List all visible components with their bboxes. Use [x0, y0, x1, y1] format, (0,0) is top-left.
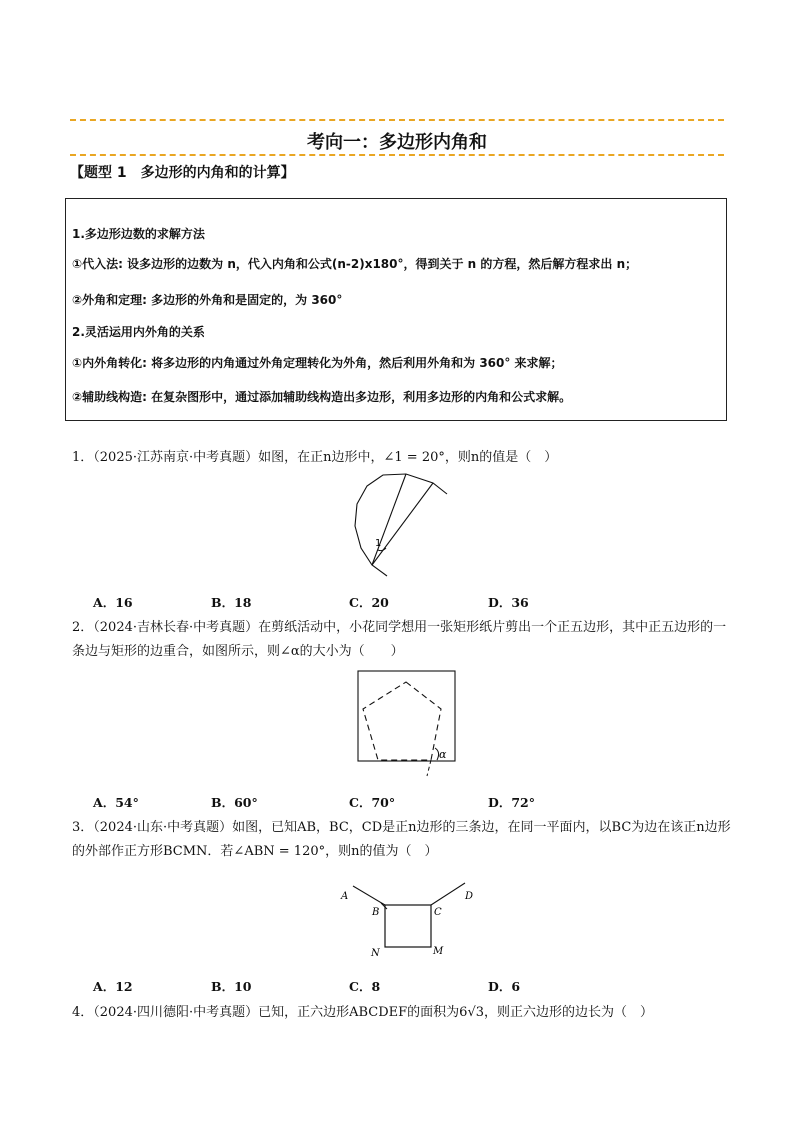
option-b: B．18 [211, 595, 252, 610]
angle-label-alpha: α [439, 748, 447, 761]
option-c: C．20 [349, 595, 389, 610]
option-b: B．60° [211, 795, 258, 810]
method-box [65, 198, 727, 421]
section-heading: 【题型 1 多边形的内角和的计算】 [70, 165, 295, 181]
question-3-figure [335, 878, 485, 964]
label-c: C [434, 907, 442, 918]
method-line: ①内外角转化: 将多边形的内角通过外角定理转化为外角，然后利用外角和为 360° 来求解； [72, 356, 563, 370]
question-1-figure [345, 470, 455, 582]
option-c: C．8 [349, 979, 381, 994]
top-dashed-rule [70, 119, 724, 121]
question-2-figure [355, 668, 459, 782]
label-m: M [433, 946, 444, 957]
bottom-dashed-rule [70, 154, 724, 156]
question-2-text: 2．（2024·吉林长春·中考真题）在剪纸活动中，小花同学想用一张矩形纸片剪出一个正五边形，其中正五边形的一条边与矩形的边重合，如图所示，则∠α的大小为（ ） [72, 620, 727, 659]
method-line: ②外角和定理: 多边形的外角和是固定的，为 360° [72, 293, 343, 307]
option-c: C．70° [349, 795, 396, 810]
label-d: D [465, 891, 474, 902]
option-d: D．36 [488, 595, 529, 610]
method-line: 1.多边形边数的求解方法 [72, 227, 205, 241]
option-a: A．16 [93, 595, 133, 610]
label-b: B [372, 907, 380, 918]
label-n: N [371, 948, 380, 959]
method-line: ②辅助线构造: 在复杂图形中，通过添加辅助线构造出多边形，利用多边形的内角和公式求解。 [72, 390, 572, 404]
question-4-text: 4．（2024·四川德阳·中考真题）已知，正六边形ABCDEF的面积为6√3，则正六边形的边长为（ ） [72, 1005, 654, 1020]
option-d: D．72° [488, 795, 535, 810]
angle-label-1: 1 [375, 538, 382, 549]
question-1-text: 1．（2025·江苏南京·中考真题）如图，在正n边形中，∠1 = 20°，则n的值是（ ） [72, 450, 558, 465]
option-d: D．6 [488, 979, 521, 994]
option-a: A．54° [93, 795, 139, 810]
option-b: B．10 [211, 979, 252, 994]
page-title: 考向一：多边形内角和 [307, 132, 487, 153]
option-a: A．12 [93, 979, 133, 994]
question-3-text: 3．（2024·山东·中考真题）如图，已知AB，BC，CD是正n边形的三条边，在同一平面内，以BC为边在该正n边形的外部作正方形BCMN．若∠ABN = 120°，则n的值为（ ） [72, 820, 731, 859]
label-a: A [341, 891, 349, 902]
method-line: 2.灵活运用内外角的关系 [72, 325, 205, 339]
method-line: ①代入法: 设多边形的边数为 n，代入内角和公式(n-2)x180°，得到关于 n 的方程，然后解方程求出 n； [72, 257, 638, 271]
